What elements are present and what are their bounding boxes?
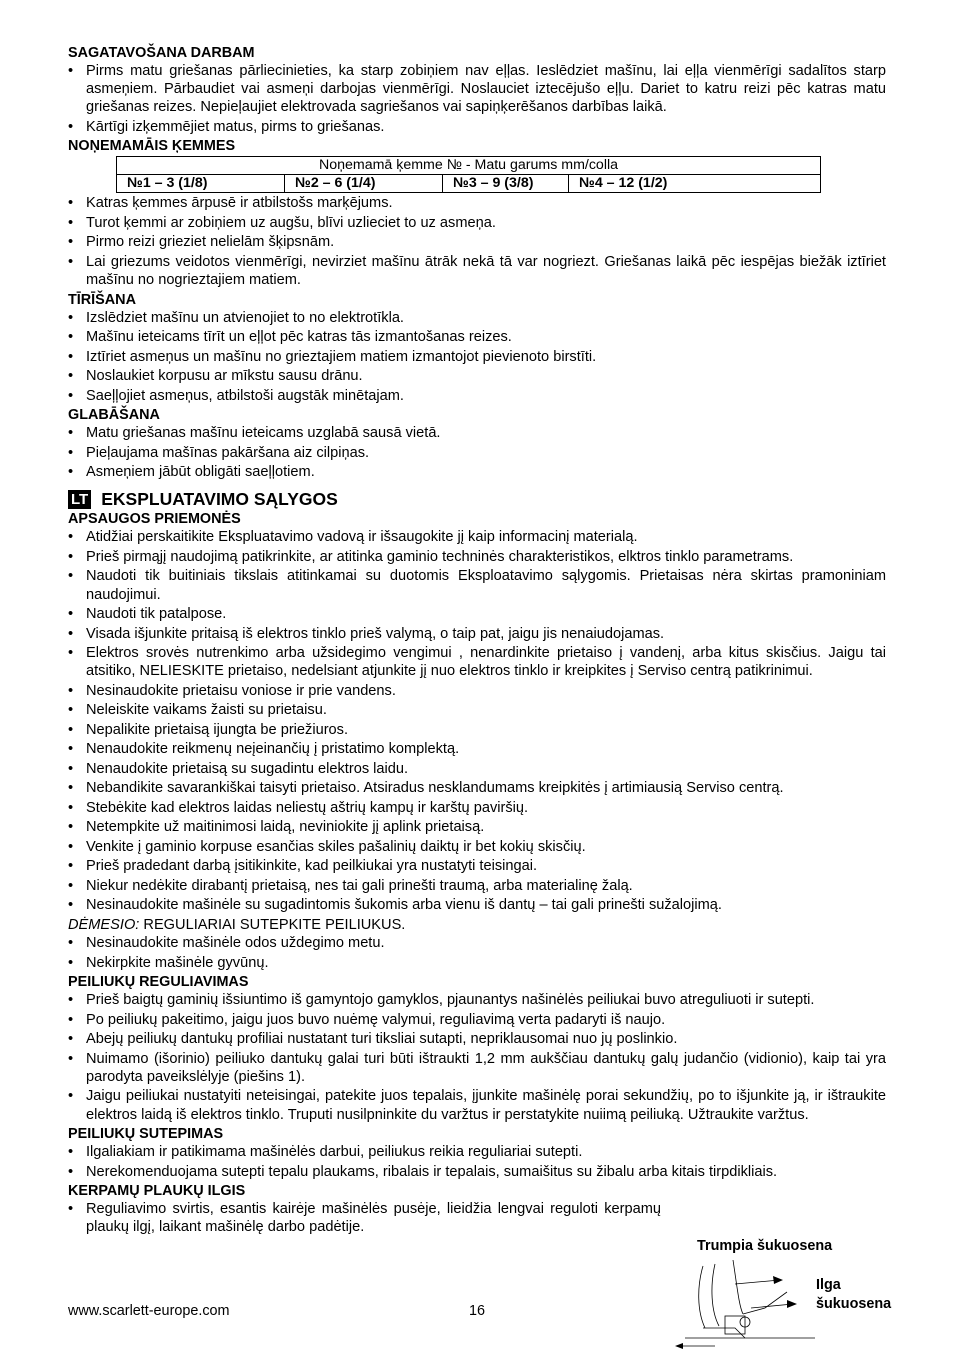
arrow-head-icon — [773, 1276, 783, 1284]
section-heading-cleaning: TĪRĪŠANA — [68, 291, 136, 308]
lube-list — [68, 1143, 886, 1181]
arrow-line — [735, 1280, 780, 1284]
clipper-outline — [743, 1292, 787, 1314]
footer-url: www.scarlett-europe.com — [68, 1303, 230, 1319]
storage-list — [68, 424, 886, 481]
list-item: • Izslēdziet mašīnu un atvienojiet to no elektrotīkla. — [68, 309, 886, 327]
figure-label-short: Trumpia šukuosena — [697, 1238, 833, 1254]
list-item: • Mašīnu ieteicams tīrīt un eļļot pēc katras tās izmantošanas reizes. — [68, 328, 886, 346]
list-item: • Neleiskite vaikams žaisti su prietaisu. — [68, 701, 886, 719]
figure-label-long-line2: šukuosena — [816, 1296, 892, 1312]
list-item: • Nuimamo (išorinio) peiliuko dantukų galai turi būti ištraukti 1,2 mm aukščiau dantukų galų judančio (vidionio), kaip tai yra parodyta paveikslėlyje (piešins 1). — [68, 1050, 886, 1086]
list-item: • Asmeņiem jābūt obligāti saeļļotiem. — [68, 463, 886, 481]
list-item: • Nenaudokite reikmenų neįeinančių į pristatimo komplektą. — [68, 740, 886, 758]
list-item: • Prieš baigtų gaminių išsiuntimo iš gamyntojo gamyklos, pjaunantys našinėlės peiliukai buvo atreguliuoti ir sutepti. — [68, 991, 886, 1009]
list-item: • Atidžiai perskaitikite Ekspluatavimo vadovą ir išsaugokite jį kaip informacinį materialą. — [68, 528, 886, 546]
list-item: • Po peiliukų pakeitimo, jaigu juos buvo nuėmę valymui, reguliavimą verta padaryti iš naujo. — [68, 1011, 886, 1029]
list-item: • Nerekomenduojama sutepti tepalu plaukams, ribalais ir tepalais, sumaišitus su žibalu arba kitais tirpdikliais. — [68, 1163, 886, 1181]
list-item: • Matu griešanas mašīnu ieteicams uzglabā sausā vietā. — [68, 424, 886, 442]
list-item: • Naudoti tik buitiniais tikslais atitinkamai su duotomis Eksploatavimo sąlygomis. Prietaisas nėra skirtas pramoniniam naudojimui. — [68, 567, 886, 603]
chapter-title: EKSPLUATAVIMO SĄLYGOS — [101, 488, 338, 509]
list-item: • Noslaukiet korpusu ar mīkstu sausu drānu. — [68, 367, 886, 385]
list-item: • Nesinaudokite mašinėle odos uždegimo metu. — [68, 934, 886, 952]
figure-label-long-line1: Ilga — [816, 1277, 841, 1293]
list-item: • Turot ķemmi ar zobiņiem uz augšu, blīvi uzlieciet to uz asmeņa. — [68, 214, 886, 232]
section-heading-prep: SAGATAVOŠANA DARBAM — [68, 45, 255, 61]
comb-table-title: Noņemamā ķemme № - Matu garums mm/colla — [117, 157, 821, 175]
list-item: • Niekur nedėkite dirabantį prietaisą, nes tai gali prinešti traumą, arba materialinę žalą. — [68, 877, 886, 895]
list-item: • Iztīriet asmeņus un mašīnu no grieztajiem matiem izmantojot pievienoto birstīti. — [68, 348, 886, 366]
figure-label-long — [816, 1276, 891, 1314]
safety-list — [68, 528, 886, 914]
adjust-list — [68, 991, 886, 1124]
list-item: • Lai griezums veidotos vienmērīgi, nevirziet mašīnu ātrāk nekā tā var nogriezt. Griešanas laikā pēc iespējas biežāk iztīriet mašīnu no nogrieztajiem matiem. — [68, 253, 886, 289]
list-item: • Naudoti tik patalpose. — [68, 605, 886, 623]
list-item: • Reguliavimo svirtis, esantis kairėje mašinėlės pusėje, lieidžia lengvai reguloti kerpamų plaukų ilgį, laikant mašinėlę darbo padėtije. — [68, 1200, 661, 1236]
clipper-length-illustration — [675, 1256, 825, 1350]
lt-chapter-heading — [68, 488, 886, 510]
section-heading-adjust: PEILIUKŲ REGULIAVIMAS — [68, 974, 249, 991]
comb-table — [116, 156, 821, 193]
list-item: • Netempkite už maitinimosi laidą, neviniokite jį aplink prietaisą. — [68, 818, 886, 836]
blade-block — [725, 1316, 745, 1334]
hair-line — [699, 1266, 705, 1328]
list-item: • Jaigu peiliukai nustatyiti neteisingai, patekite juos tepalais, įjunkite mašinėlę porai sekundžių, po to išjunkite ją, ir ištraukite elektros laidą iš elektros tinklo. Truputi nusilpninkite du varžtus ir perstatykite nuiimą peiliuką. Užtraukite varžtus. — [68, 1087, 886, 1123]
section-heading-storage: GLABĀŠANA — [68, 407, 160, 424]
list-item: • Pirmo reizi grieziet nelielām šķipsnām. — [68, 233, 886, 251]
list-item: • Saeļļojiet asmeņus, atbilstoši augstāk minētajam. — [68, 387, 886, 405]
list-item: • Kārtīgi izķemmējiet matus, pirms to griešanas. — [68, 118, 886, 136]
list-item: • Visada išjunkite pritaisą iš elektros tinklo prieš valymą, o taip pat, jaigu jis nenaiudojamas. — [68, 625, 886, 643]
list-item: • Pirms matu griešanas pārliecinieties, ka starp zobiņiem nav eļļas. Ieslēdziet mašīnu, lai eļļa vienmērīgi sadalītos starp asmeņiem. Pārbaudiet vai asmeņi darbojas vienmērīgi. Noslauciet iztecējušo eļļu. Dariet to katru reizi pēc katras matu griešanas reizes. Nepieļaujiet elektrovada sagriešanos vai sapiņķerēšanos darbības laikā. — [68, 62, 886, 117]
clipper-outline — [733, 1260, 743, 1314]
warning-label: DĖMESIO: — [68, 916, 140, 933]
comb-cell: №2 – 6 (1/4) — [285, 175, 443, 193]
comb-cell: №3 – 9 (3/8) — [443, 175, 569, 193]
list-item: • Ilgaliakiam ir patikimama mašinėlės darbui, peiliukus reikia reguliariai sutepti. — [68, 1143, 886, 1161]
page-content — [68, 44, 886, 1238]
cleaning-list — [68, 309, 886, 405]
list-item: • Nebandikite savarankiškai taisyti prietaiso. Atsiradus nesklandumams kreipkitės į artimiausią Serviso centrą. — [68, 779, 886, 797]
arrow-line — [751, 1304, 793, 1308]
prep-list — [68, 62, 886, 136]
safety-list-2 — [68, 934, 886, 972]
arrow-head-icon — [675, 1343, 683, 1349]
list-item: • Elektros srovės nutrenkimo arba užsidegimo vengimui , nenardinkite prietaiso į vandenį, arba kitus skisčius. Jaigu tai atsitiko, NELIESKITE prietaiso, nedelsiant atjunkite jį nuo elektros tinklo ir kreipkites į Serviso centrą patikrinimui. — [68, 644, 886, 680]
section-heading-lube: PEILIUKŲ SUTEPIMAS — [68, 1126, 224, 1143]
section-heading-length: KERPAMŲ PLAUKŲ ILGIS — [68, 1183, 246, 1200]
list-item: • Nenaudokite prietaisą su sugadintu elektros laidu. — [68, 760, 886, 778]
comb-cell: №1 – 3 (1/8) — [117, 175, 285, 193]
list-item: • Abejų peiliukų dantukų profiliai nustatant turi tiksliai sutapti, nepriklausomai nuo jų poslinkio. — [68, 1030, 886, 1048]
list-item: • Prieš pirmąjį naudojimą patikrinkite, ar atitinka gaminio techninės charakteristikos, elktros tinklo parametrams. — [68, 548, 886, 566]
list-item: • Katras ķemmes ārpusē ir atbilstošs marķējums. — [68, 194, 886, 212]
combs-list — [68, 194, 886, 289]
list-item: • Nepalikite prietaisą ijungta be priežiuros. — [68, 721, 886, 739]
warning-text: REGULIARIAI SUTEPKITE PEILIUKUS. — [139, 916, 406, 933]
list-item: • Pieļaujama mašīnas pakāršana aiz cilpiņas. — [68, 444, 886, 462]
section-heading-combs: NOŅEMAMĀIS ĶEMMES — [68, 138, 236, 155]
section-heading-safety: APSAUGOS PRIEMONĖS — [68, 511, 241, 528]
comb-cell: №4 – 12 (1/2) — [569, 175, 821, 193]
list-item: • Nesinaudokite mašinėle su sugadintomis šukomis arba vienu iš dantų – tai gali prinešti sužalojimą. — [68, 896, 886, 914]
blade-outline — [703, 1328, 745, 1338]
warning-note — [68, 916, 886, 934]
list-item: • Venkite į gaminio korpuse esančias skiles pašalinių daiktų ir bet kokių skisčių. — [68, 838, 886, 856]
list-item: • Prieš pradedant darbą įsitikinkite, kad peilkiukai yra nustatyti teisingai. — [68, 857, 886, 875]
arrow-head-icon — [787, 1300, 797, 1308]
length-list — [68, 1200, 886, 1236]
hair-line — [712, 1264, 719, 1326]
list-item: • Stebėkite kad elektros laidas neliestų aštrių kampų ir karštų paviršių. — [68, 799, 886, 817]
page-number: 16 — [469, 1303, 486, 1319]
language-badge: LT — [68, 490, 91, 509]
list-item: • Nesinaudokite prietaisu voniose ir prie vandens. — [68, 682, 886, 700]
list-item: • Nekirpkite mašinėle gyvūnų. — [68, 954, 886, 972]
